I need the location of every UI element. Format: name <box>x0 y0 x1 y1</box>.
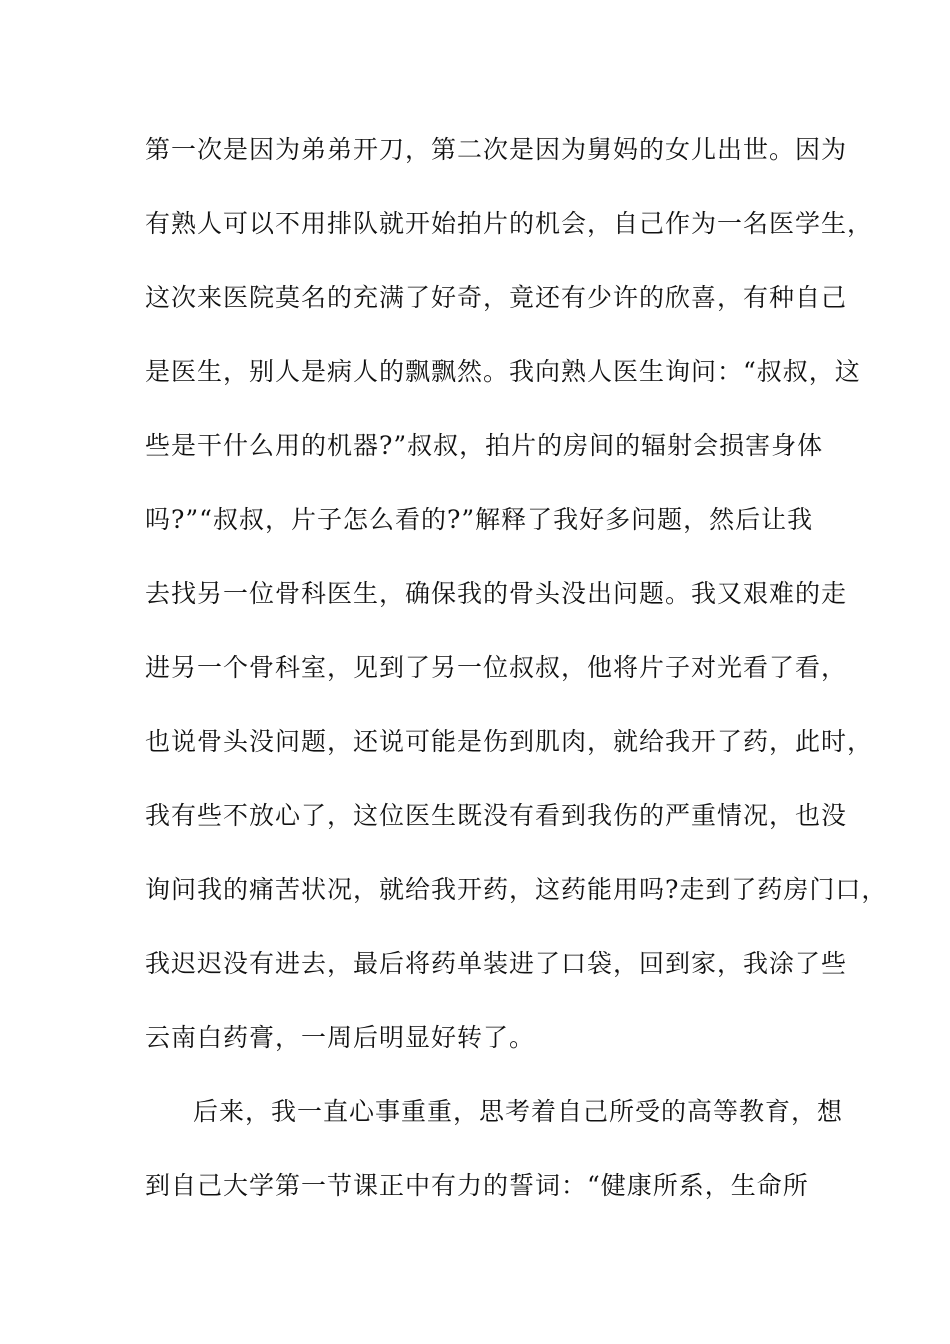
text-line: 我迟迟没有进去，最后将药单装进了口袋，回到家，我涂了些 <box>145 949 848 978</box>
text-line: 去找另一位骨科医生，确保我的骨头没出问题。我又艰难的走 <box>145 579 848 608</box>
text-line: 些是干什么用的机器?”叔叔，拍片的房间的辐射会损害身体 <box>145 431 824 460</box>
text-line: 是医生，别人是病人的飘飘然。我向熟人医生询问：“叔叔，这 <box>145 357 861 386</box>
text-line: 第一次是因为弟弟开刀，第二次是因为舅妈的女儿出世。因为 <box>145 135 848 164</box>
text-line: 进另一个骨科室，见到了另一位叔叔，他将片子对光看了看， <box>145 653 848 682</box>
text-line: 这次来医院莫名的充满了好奇，竟还有少许的欣喜，有种自己 <box>145 283 848 312</box>
paragraph-start-line: 后来，我一直心事重重，思考着自己所受的高等教育，想 <box>193 1097 844 1126</box>
text-line: 我有些不放心了，这位医生既没有看到我伤的严重情况，也没 <box>145 801 848 830</box>
text-line: 云南白药膏，一周后明显好转了。 <box>145 1023 536 1052</box>
text-line: 有熟人可以不用排队就开始拍片的机会，自己作为一名医学生， <box>145 209 874 238</box>
text-line: 吗?”“叔叔，片子怎么看的?”解释了我好多问题，然后让我 <box>145 505 814 534</box>
text-line: 询问我的痛苦状况，就给我开药，这药能用吗?走到了药房门口， <box>145 875 888 904</box>
text-line: 到自己大学第一节课正中有力的誓词：“健康所系，生命所 <box>145 1171 809 1200</box>
body-text <box>145 130 888 1240</box>
text-line: 也说骨头没问题，还说可能是伤到肌肉，就给我开了药，此时， <box>145 727 874 756</box>
